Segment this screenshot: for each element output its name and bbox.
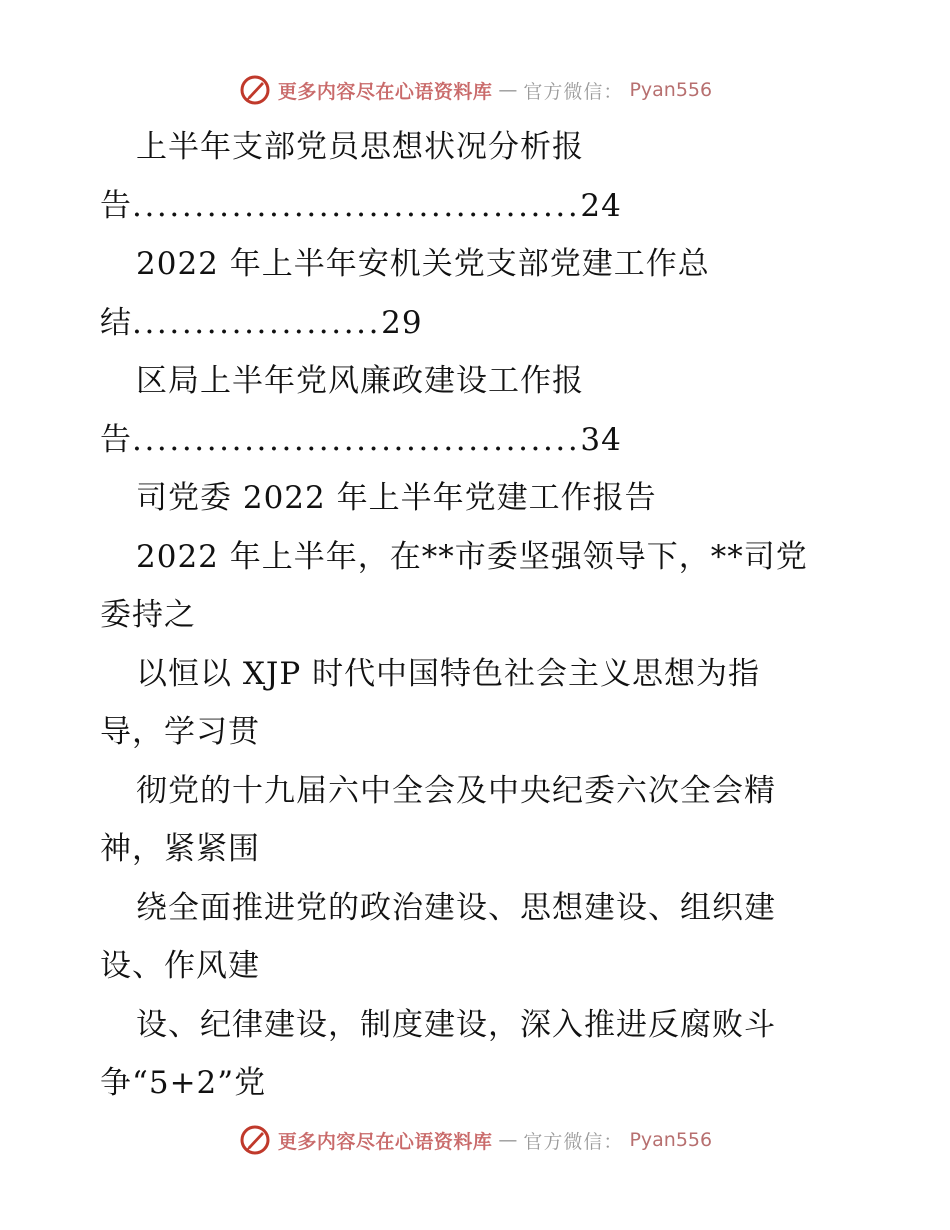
body-line: 设、作风建 (100, 948, 260, 984)
watermark-account: Pyan556 (629, 1129, 713, 1151)
toc-entry-lead-char: 告 (100, 421, 132, 458)
toc-dot-leader: .................................... (132, 421, 581, 458)
toc-page-number: 34 (580, 421, 622, 458)
toc-dot-leader: .................................... (132, 187, 581, 224)
toc-entry-title: 区局上半年党风廉政建设工作报 (136, 363, 584, 399)
body-line: 绕全面推进党的政治建设、思想建设、组织建 (136, 889, 776, 926)
body-line: 神，紧紧围 (100, 831, 260, 867)
watermark-site-text: 更多内容尽在心语资料库 (277, 1130, 493, 1153)
body-line: 彻党的十九届六中全会及中央纪委六次全会精 (136, 772, 776, 809)
body-line: 2022 年上半年，在**市委坚强领导下，**司党 (136, 538, 808, 575)
toc-entry-leader (100, 411, 860, 470)
watermark-separator: — (498, 79, 518, 101)
toc-page-number: 29 (381, 304, 423, 341)
watermark-site-text: 更多内容尽在心语资料库 (277, 80, 493, 103)
body-line: 委持之 (100, 597, 196, 633)
body-line: 以恒以 XJP 时代中国特色社会主义思想为指 (136, 655, 761, 692)
quill-logo-icon (238, 73, 272, 107)
header-watermark-banner (0, 68, 950, 112)
document-body (100, 118, 860, 1113)
watermark-official-text: 官方微信： (523, 1130, 624, 1153)
quill-logo-icon (238, 1123, 272, 1157)
section-title: 司党委 2022 年上半年党建工作报告 (136, 480, 657, 516)
toc-page-number: 24 (580, 187, 622, 224)
watermark-account: Pyan556 (629, 79, 713, 101)
watermark-official-text: 官方微信： (523, 80, 624, 103)
body-line: 争“5+2”党 (100, 1065, 267, 1101)
body-line: 设、纪律建设，制度建设，深入推进反腐败斗 (136, 1006, 776, 1043)
toc-entry-leader (100, 177, 860, 236)
toc-entry-lead-char: 结 (100, 304, 132, 341)
toc-entry-title: 上半年支部党员思想状况分析报 (136, 129, 584, 165)
watermark-separator: — (498, 1129, 518, 1151)
toc-dot-leader: .................... (132, 304, 382, 341)
footer-watermark-banner (0, 1118, 950, 1162)
toc-entry-lead-char: 告 (100, 187, 132, 224)
toc-entry-leader (100, 294, 860, 353)
toc-entry-title: 2022 年上半年安机关党支部党建工作总 (136, 246, 710, 282)
body-line: 导，学习贯 (100, 714, 260, 750)
